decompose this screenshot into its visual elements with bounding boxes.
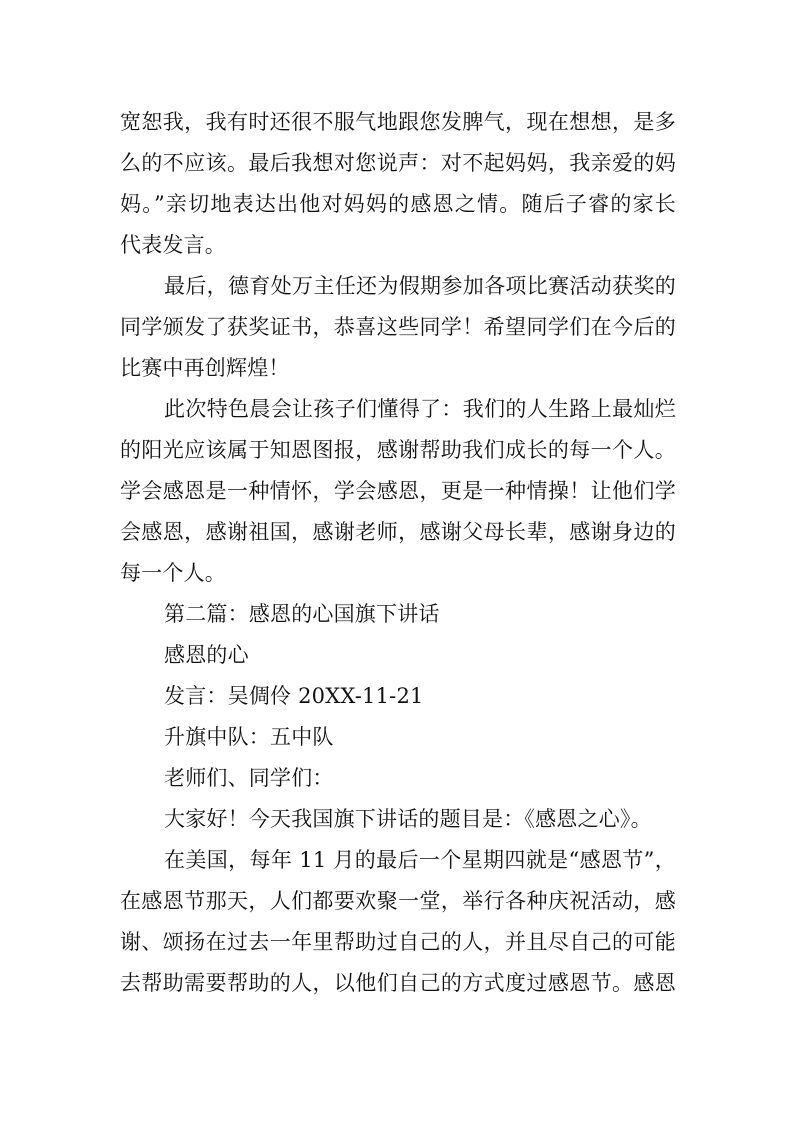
salutation-line: 老师们、同学们： bbox=[164, 766, 334, 790]
text-line: 宽恕我，我有时还很不服气地跟您发脾气，现在想想，是多 bbox=[120, 110, 676, 134]
text-line: 在感恩节那天，人们都要欢聚一堂，举行各种庆祝活动，感 bbox=[120, 889, 676, 913]
text-line: 的阳光应该属于知恩图报，感谢帮助我们成长的每一个人。 bbox=[120, 438, 676, 462]
paragraph-start-line: 在美国，每年 11 月的最后一个星期四就是“感恩节”， bbox=[164, 848, 676, 872]
text-line: 么的不应该。最后我想对您说声：对不起妈妈，我亲爱的妈 bbox=[120, 151, 676, 175]
text-line: 妈。”亲切地表达出他对妈妈的感恩之情。随后子睿的家长 bbox=[120, 192, 676, 216]
paragraph-start-line: 最后，德育处万主任还为假期参加各项比赛活动获奖的 bbox=[164, 274, 676, 298]
text-line: 去帮助需要帮助的人，以他们自己的方式度过感恩节。感恩 bbox=[120, 971, 676, 995]
topic-line: 大家好！今天我国旗下讲话的题目是：《感恩之心》。 bbox=[164, 807, 652, 831]
text-line: 学会感恩是一种情怀，学会感恩，更是一种情操！让他们学 bbox=[120, 479, 676, 503]
text-line: 谢、颂扬在过去一年里帮助过自己的人，并且尽自己的可能 bbox=[120, 930, 676, 954]
speaker-line: 发言：吴倜伶 20XX-11-21 bbox=[164, 684, 424, 708]
text-line: 会感恩，感谢祖国，感谢老师，感谢父母长辈，感谢身边的 bbox=[120, 520, 676, 544]
section-title: 第二篇：感恩的心国旗下讲话 bbox=[164, 602, 440, 626]
squadron-line: 升旗中队：五中队 bbox=[164, 725, 334, 749]
text-line: 每一个人。 bbox=[120, 561, 226, 585]
text-line: 代表发言。 bbox=[120, 233, 226, 257]
speech-title: 感恩的心 bbox=[164, 643, 249, 667]
text-line: 同学颁发了获奖证书，恭喜这些同学！希望同学们在今后的 bbox=[120, 315, 676, 339]
text-line: 比赛中再创辉煌！ bbox=[120, 356, 290, 380]
body-text bbox=[120, 102, 676, 1004]
paragraph-start-line: 此次特色晨会让孩子们懂得了：我们的人生路上最灿烂 bbox=[164, 397, 676, 421]
